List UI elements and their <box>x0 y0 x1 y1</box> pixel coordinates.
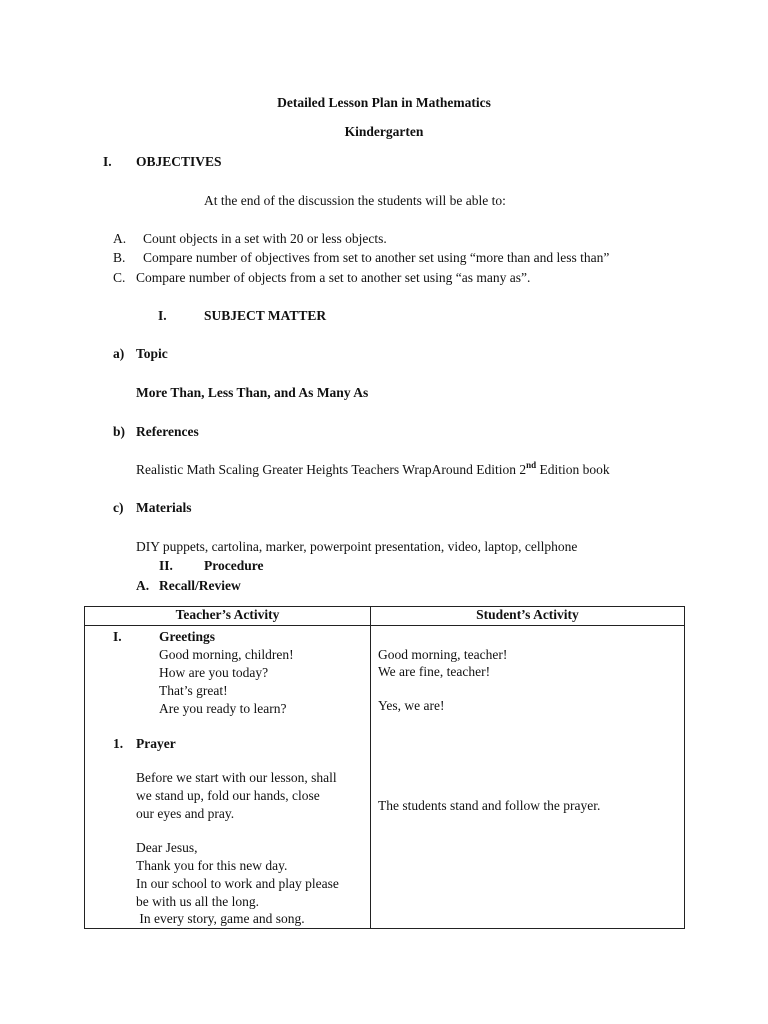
prayer-numeral: 1. <box>113 736 124 751</box>
references-label: b) <box>113 424 126 439</box>
topic-label: a) <box>113 346 125 361</box>
objective-b-letter: B. <box>113 250 126 265</box>
student-prayer-response: The students stand and follow the prayer. <box>378 798 601 813</box>
prayer-line: In our school to work and play please <box>136 876 339 891</box>
materials-heading: Materials <box>136 500 192 515</box>
recall-heading: Recall/Review <box>159 578 241 593</box>
greetings-heading: Greetings <box>159 629 215 644</box>
activity-table <box>84 606 685 929</box>
materials-label: c) <box>113 500 124 515</box>
prayer-line: be with us all the long. <box>136 894 259 909</box>
student-response-line: Good morning, teacher! <box>378 647 508 662</box>
objective-b-text: Compare number of objectives from set to another set using “more than and less than” <box>143 250 610 265</box>
prayer-intro-line: Before we start with our lesson, shall <box>136 770 337 785</box>
document-title: Detailed Lesson Plan in Mathematics <box>277 95 491 110</box>
objectives-numeral: I. <box>103 154 112 169</box>
document-level: Kindergarten <box>344 124 424 139</box>
greeting-line: Are you ready to learn? <box>159 701 287 716</box>
procedure-numeral: II. <box>159 558 173 573</box>
references-heading: References <box>136 424 199 439</box>
prayer-line: In every story, game and song. <box>136 911 305 926</box>
prayer-intro-line: our eyes and pray. <box>136 806 235 821</box>
subject-matter-numeral: I. <box>158 308 167 323</box>
objective-a-letter: A. <box>113 231 127 246</box>
student-activity-header: Student’s Activity <box>371 607 685 626</box>
references-value-sup: nd <box>526 459 537 470</box>
prayer-line: Thank you for this new day. <box>136 858 288 873</box>
procedure-heading: Procedure <box>204 558 264 573</box>
student-response-yes: Yes, we are! <box>378 698 445 713</box>
objective-c-text: Compare number of objects from a set to another set using “as many as”. <box>136 270 531 285</box>
table-row <box>85 626 685 929</box>
prayer-heading: Prayer <box>136 736 176 751</box>
materials-value: DIY puppets, cartolina, marker, powerpoint presentation, video, laptop, cellphone <box>136 539 578 554</box>
recall-label: A. <box>136 578 150 593</box>
objective-c-letter: C. <box>113 270 126 285</box>
teacher-activity-cell <box>85 626 371 929</box>
references-value-tail: Edition book <box>536 462 610 477</box>
greetings-numeral: I. <box>113 629 122 644</box>
references-value <box>136 459 610 478</box>
subject-matter-heading: SUBJECT MATTER <box>204 308 327 323</box>
objectives-heading: OBJECTIVES <box>136 154 222 169</box>
greeting-line: How are you today? <box>159 665 269 680</box>
objectives-intro: At the end of the discussion the students will be able to: <box>204 193 506 208</box>
greeting-line: Good morning, children! <box>159 647 294 662</box>
greeting-line: That’s great! <box>159 683 228 698</box>
topic-heading: Topic <box>136 346 168 361</box>
topic-value: More Than, Less Than, and As Many As <box>136 385 369 400</box>
objective-a-text: Count objects in a set with 20 or less objects. <box>143 231 387 246</box>
student-activity-cell <box>371 626 685 929</box>
student-response-line: We are fine, teacher! <box>378 664 491 679</box>
prayer-intro-line: we stand up, fold our hands, close <box>136 788 320 803</box>
table-header-row <box>85 607 685 626</box>
teacher-activity-header: Teacher’s Activity <box>85 607 371 626</box>
prayer-line: Dear Jesus, <box>136 840 198 855</box>
references-value-main: Realistic Math Scaling Greater Heights Teachers WrapAround Edition 2 <box>136 462 527 477</box>
